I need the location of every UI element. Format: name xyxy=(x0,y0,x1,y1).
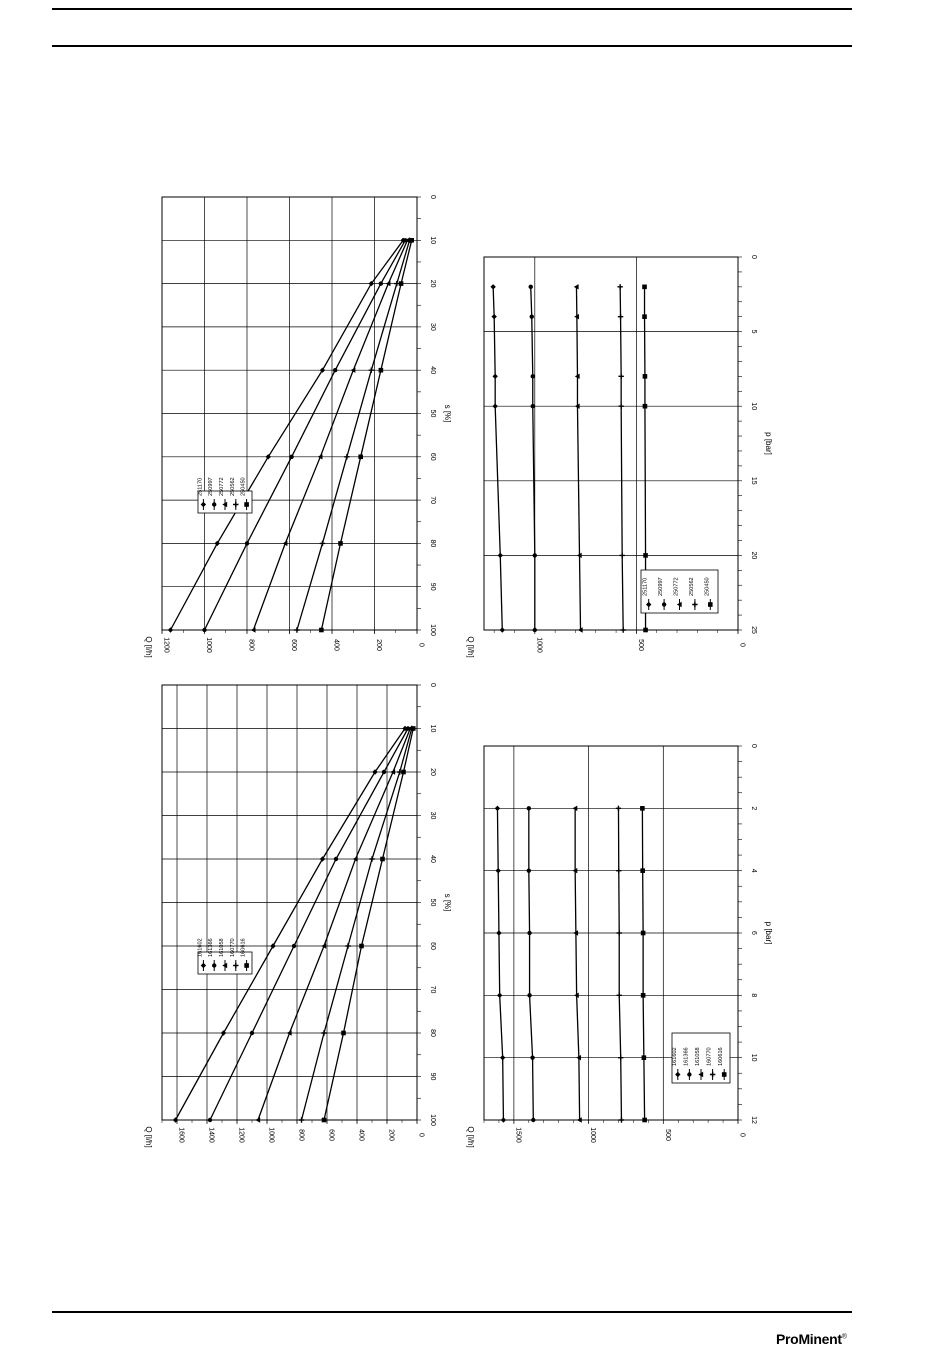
x-tick-label: 50 xyxy=(429,409,436,418)
x-tick-label: 80 xyxy=(429,539,436,548)
legend xyxy=(672,1033,730,1083)
legend xyxy=(641,570,718,613)
data-point xyxy=(251,627,256,632)
series-250997 xyxy=(202,238,407,632)
data-point xyxy=(496,930,501,935)
data-point xyxy=(491,314,496,319)
data-point xyxy=(359,944,364,949)
data-point xyxy=(533,553,537,557)
legend-label: 250450 xyxy=(240,477,247,496)
x-tick-label: 10 xyxy=(429,724,436,733)
legend-label: 160616 xyxy=(718,1047,725,1066)
series-160770 xyxy=(616,806,624,1123)
series-250772 xyxy=(574,284,583,633)
data-point xyxy=(495,806,500,811)
legend-label: 251170 xyxy=(642,577,649,596)
y-axis-title: Q [l/h] xyxy=(466,636,475,658)
series-161058 xyxy=(572,806,581,1123)
series-250562 xyxy=(617,284,625,633)
legend-label: 161366 xyxy=(208,938,215,957)
y-axis-title: Q [l/h] xyxy=(466,1126,475,1148)
data-point xyxy=(617,284,622,289)
x-tick-label: 40 xyxy=(429,366,436,375)
legend-label: 160770 xyxy=(229,938,236,957)
y-tick-label: 0 xyxy=(417,1133,425,1137)
data-point xyxy=(618,404,623,409)
data-point xyxy=(270,943,275,948)
series-250997 xyxy=(529,285,537,633)
legend-swatch-marker xyxy=(708,602,713,607)
data-point xyxy=(617,930,622,935)
series-161602 xyxy=(495,806,506,1123)
data-point xyxy=(620,627,625,632)
y-tick-label: 1400 xyxy=(207,1127,215,1143)
data-point xyxy=(338,541,343,546)
legend-label: 250562 xyxy=(688,577,695,596)
x-tick-label: 100 xyxy=(429,1114,436,1126)
data-point xyxy=(531,404,535,408)
legend-label: 251170 xyxy=(197,477,204,496)
series-line xyxy=(258,729,410,1121)
data-point xyxy=(618,1055,623,1060)
data-point xyxy=(527,806,531,810)
series-251170 xyxy=(168,238,406,633)
y-axis-title: Q [l/h] xyxy=(144,636,153,658)
series-line xyxy=(642,808,644,1120)
legend-label: 250772 xyxy=(673,577,680,596)
x-tick-label: 25 xyxy=(750,626,757,634)
data-point xyxy=(292,944,296,948)
series-line xyxy=(575,808,579,1120)
data-point xyxy=(619,1117,624,1122)
data-point xyxy=(527,868,531,872)
series-250562 xyxy=(294,238,412,633)
y-tick-label: 400 xyxy=(332,639,340,651)
x-tick-label: 80 xyxy=(429,1029,436,1037)
data-point xyxy=(531,1118,535,1122)
data-point xyxy=(250,1031,254,1035)
series-line xyxy=(529,808,533,1120)
data-point xyxy=(208,1118,212,1122)
chart-2 xyxy=(466,255,773,658)
y-tick-label: 1200 xyxy=(237,1127,245,1143)
series-line xyxy=(620,287,623,630)
data-point xyxy=(202,628,206,632)
y-tick-label: 1000 xyxy=(267,1127,275,1143)
data-point xyxy=(500,1055,505,1060)
data-point xyxy=(642,314,647,319)
x-tick-label: 0 xyxy=(750,255,757,259)
x-tick-label: 6 xyxy=(750,931,757,935)
series-250450 xyxy=(319,238,414,632)
data-point xyxy=(321,1030,326,1035)
y-tick-label: 500 xyxy=(663,1129,671,1141)
y-tick-label: 1000 xyxy=(589,1127,597,1143)
data-point xyxy=(369,368,374,373)
x-tick-label: 30 xyxy=(429,811,436,820)
x-axis-title: s [%] xyxy=(443,404,452,423)
data-point xyxy=(168,627,173,632)
data-point xyxy=(492,374,497,379)
legend-swatch-marker xyxy=(244,502,249,507)
legend-label: 250450 xyxy=(704,577,711,596)
x-axis-title: p [bar] xyxy=(764,921,773,945)
data-point xyxy=(320,541,325,546)
legend-label: 160616 xyxy=(240,938,247,957)
series-161366 xyxy=(208,726,410,1122)
y-tick-label: 500 xyxy=(636,639,644,651)
x-tick-label: 0 xyxy=(750,744,757,748)
x-tick-label: 12 xyxy=(750,1116,757,1124)
legend-label: 161058 xyxy=(219,938,225,957)
x-tick-label: 10 xyxy=(429,236,436,245)
data-point xyxy=(500,627,505,632)
series-160616 xyxy=(322,726,416,1122)
logo-text: ProMinent xyxy=(776,1331,842,1347)
data-point xyxy=(255,1117,260,1122)
series-line xyxy=(176,729,406,1121)
legend-label: 161602 xyxy=(671,1047,678,1066)
data-point xyxy=(501,1117,506,1122)
series-line xyxy=(210,729,408,1121)
x-tick-label: 100 xyxy=(429,624,436,636)
y-tick-label: 0 xyxy=(417,643,425,647)
series-line xyxy=(253,240,407,630)
data-point xyxy=(640,868,645,873)
x-tick-label: 8 xyxy=(750,993,757,998)
x-tick-label: 70 xyxy=(429,985,436,994)
data-point xyxy=(490,284,495,289)
series-line xyxy=(171,240,404,630)
y-tick-label: 600 xyxy=(290,639,297,651)
series-line xyxy=(531,287,535,630)
legend-label: 161366 xyxy=(683,1047,690,1066)
legend-swatch-marker xyxy=(662,602,666,606)
data-point xyxy=(289,455,293,459)
data-point xyxy=(299,1117,304,1122)
series-line xyxy=(493,287,502,630)
x-tick-label: 2 xyxy=(750,806,757,811)
x-tick-label: 20 xyxy=(429,768,436,776)
y-tick-label: 1600 xyxy=(177,1127,185,1143)
data-point xyxy=(617,993,622,998)
series-160770 xyxy=(299,726,415,1123)
series-161602 xyxy=(173,726,408,1123)
data-point xyxy=(641,993,646,998)
data-point xyxy=(495,868,500,873)
data-point xyxy=(643,628,648,633)
data-point xyxy=(245,541,249,545)
y-tick-label: 200 xyxy=(375,639,382,651)
legend-label: 250772 xyxy=(219,477,225,496)
data-point xyxy=(215,541,220,546)
data-point xyxy=(498,553,503,558)
data-point xyxy=(616,868,621,873)
data-point xyxy=(530,1055,534,1059)
y-tick-label: 400 xyxy=(357,1129,365,1141)
prominent-logo xyxy=(776,1331,847,1347)
data-point xyxy=(394,281,399,286)
data-point xyxy=(531,374,535,378)
data-point xyxy=(642,285,647,290)
data-point xyxy=(334,857,338,861)
legend-label: 160770 xyxy=(706,1047,713,1066)
y-tick-label: 200 xyxy=(387,1129,395,1141)
x-tick-label: 90 xyxy=(429,1072,436,1081)
data-point xyxy=(492,404,497,409)
data-point xyxy=(173,1117,178,1122)
data-point xyxy=(642,1118,647,1123)
legend-label: 250997 xyxy=(208,477,215,496)
data-point xyxy=(221,1030,226,1035)
legend xyxy=(197,477,252,513)
series-line xyxy=(497,808,503,1120)
data-point xyxy=(640,806,645,811)
x-tick-label: 30 xyxy=(429,323,436,331)
y-tick-label: 1500 xyxy=(514,1127,522,1143)
series-line xyxy=(618,808,621,1120)
data-point xyxy=(399,281,404,286)
series-160616 xyxy=(640,806,647,1122)
data-point xyxy=(333,368,337,372)
y-tick-label: 1000 xyxy=(535,637,543,653)
series-line xyxy=(321,240,411,630)
x-tick-label: 60 xyxy=(429,452,436,461)
x-axis-title: s [%] xyxy=(443,893,452,912)
data-point xyxy=(322,1118,327,1123)
series-line xyxy=(302,729,412,1121)
legend-label: 161602 xyxy=(197,938,204,957)
x-tick-label: 0 xyxy=(429,683,436,687)
data-point xyxy=(379,368,384,373)
y-tick-label: 800 xyxy=(247,639,255,651)
data-point xyxy=(529,285,533,289)
y-tick-label: 1200 xyxy=(162,637,170,653)
x-tick-label: 5 xyxy=(750,329,757,334)
legend-swatch-marker xyxy=(212,963,216,967)
series-250772 xyxy=(251,238,410,633)
x-tick-label: 20 xyxy=(750,551,757,560)
data-point xyxy=(641,931,646,936)
data-point xyxy=(533,628,537,632)
x-tick-label: 70 xyxy=(429,496,436,504)
y-tick-label: 0 xyxy=(738,1133,746,1137)
data-point xyxy=(530,314,534,318)
data-point xyxy=(643,404,648,409)
legend xyxy=(197,938,252,974)
data-point xyxy=(643,553,648,558)
series-251170 xyxy=(490,284,505,633)
y-tick-label: 800 xyxy=(297,1129,305,1141)
x-tick-label: 50 xyxy=(429,898,436,907)
data-point xyxy=(380,857,385,862)
y-tick-label: 1000 xyxy=(205,637,212,653)
legend-label: 250997 xyxy=(658,577,665,596)
y-tick-label: 0 xyxy=(738,643,746,647)
data-point xyxy=(527,931,531,935)
data-point xyxy=(618,374,623,379)
x-tick-label: 4 xyxy=(750,868,757,873)
legend-label: 250562 xyxy=(229,477,236,496)
registered-mark: ® xyxy=(841,1333,847,1341)
data-point xyxy=(497,993,502,998)
data-point xyxy=(643,374,648,379)
data-point xyxy=(344,454,349,459)
series-161058 xyxy=(255,726,412,1123)
data-point xyxy=(401,770,406,775)
y-tick-label: 600 xyxy=(327,1129,335,1141)
data-point xyxy=(642,1055,647,1060)
y-axis-title: Q [l/h] xyxy=(144,1126,153,1148)
data-point xyxy=(618,314,623,319)
x-tick-label: 0 xyxy=(429,195,436,199)
x-tick-label: 10 xyxy=(750,402,757,411)
data-point xyxy=(379,281,383,285)
x-tick-label: 15 xyxy=(750,476,757,485)
x-tick-label: 40 xyxy=(429,855,436,863)
data-point xyxy=(619,553,624,558)
data-point xyxy=(616,806,621,811)
data-point xyxy=(358,455,363,460)
chart-3 xyxy=(144,683,452,1148)
x-axis-title: p [bar] xyxy=(764,432,773,455)
legend-swatch-marker xyxy=(212,502,216,506)
legend-label: 161058 xyxy=(695,1047,701,1066)
x-tick-label: 10 xyxy=(750,1053,757,1062)
x-tick-label: 20 xyxy=(429,279,436,288)
chart-1 xyxy=(144,195,452,658)
series-line xyxy=(576,287,580,630)
legend-swatch-marker xyxy=(722,1072,727,1077)
series-line xyxy=(324,729,413,1121)
series-line xyxy=(205,240,406,630)
data-point xyxy=(411,726,416,731)
series-161366 xyxy=(527,806,536,1122)
data-point xyxy=(527,993,531,997)
series-line xyxy=(297,240,410,630)
chart-4 xyxy=(466,744,773,1148)
x-tick-label: 60 xyxy=(429,942,436,950)
data-point xyxy=(369,856,374,861)
data-point xyxy=(294,627,299,632)
data-point xyxy=(382,770,386,774)
data-point xyxy=(345,943,350,948)
x-tick-label: 90 xyxy=(429,582,436,591)
legend-swatch-marker xyxy=(687,1072,691,1076)
data-point xyxy=(319,628,324,633)
data-point xyxy=(409,238,414,243)
data-point xyxy=(341,1031,346,1036)
legend-swatch-marker xyxy=(244,963,249,968)
